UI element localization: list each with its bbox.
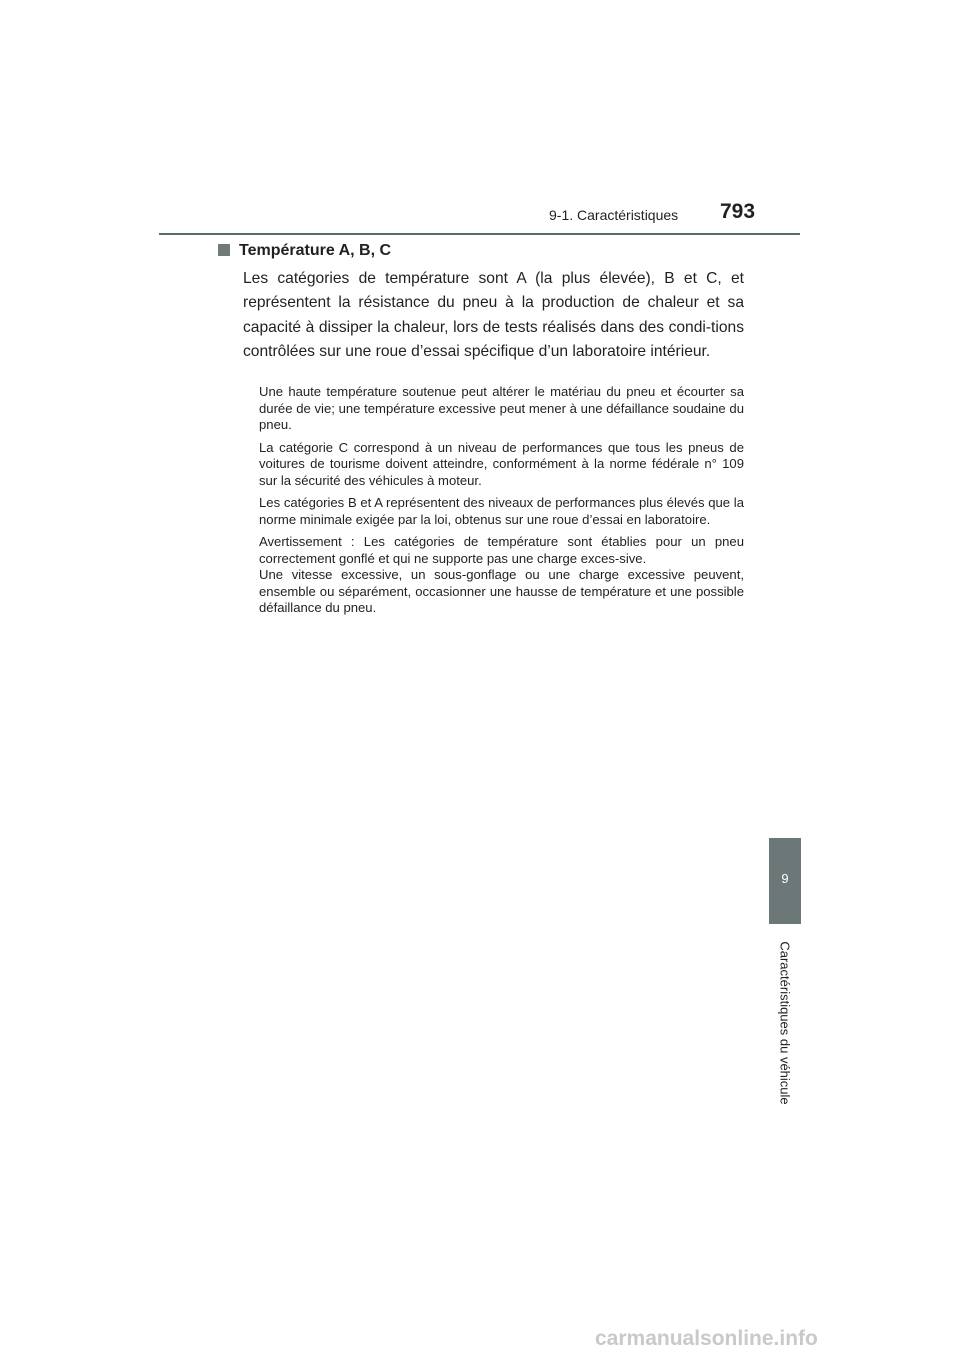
chapter-label-text: Caractéristiques du véhicule: [777, 941, 793, 1105]
subsection-heading: [218, 242, 391, 260]
warning-paragraph: [259, 534, 744, 617]
note-paragraph: La catégorie C correspond à un niveau de performances que tous les pneus de voitures de tourisme doivent atteindre, conformément à la norme fédérale n° 109 sur la sécurité des véhicules à moteur.: [259, 439, 744, 488]
page-number: 793: [720, 200, 756, 223]
watermark: carmanualsonline.info: [595, 1327, 818, 1350]
warning-line-1: Avertissement : Les catégories de température sont établies pour un pneu correctement gonflé et qui ne supporte pas une charge exces-sive.: [259, 534, 744, 566]
note-paragraph: Une haute température soutenue peut altérer le matériau du pneu et écourter sa durée de vie; une température excessive peut mener à une défaillance soudaine du pneu.: [259, 384, 744, 432]
chapter-tab: [769, 838, 801, 924]
section-title: 9-1. Caractéristiques: [549, 207, 679, 223]
square-bullet-icon: [218, 244, 230, 256]
note-paragraph: Les catégories B et A représentent des niveaux de performances plus élevés que la norme minimale exigée par la loi, obtenus sur une roue d’essai en laboratoire.: [259, 495, 744, 527]
header-rule: [159, 233, 800, 235]
chapter-number: 9: [781, 871, 789, 886]
notes-block: [259, 384, 744, 617]
heading-text: Température A, B, C: [239, 242, 392, 259]
body-paragraph: Les catégories de température sont A (la plus élevée), B et C, et représentent la résistance du pneu à la production de chaleur et sa capacité à dissiper la chaleur, lors de tests réalisés dans des condi-tions contrôlées sur une roue d’essai spécifique d’un laboratoire intérieur.: [243, 270, 744, 360]
warning-line-2: Une vitesse excessive, un sous-gonflage ou une charge excessive peuvent, ensemble ou séparément, occasionner une hausse de température et une possible défaillance du pneu.: [259, 567, 744, 615]
